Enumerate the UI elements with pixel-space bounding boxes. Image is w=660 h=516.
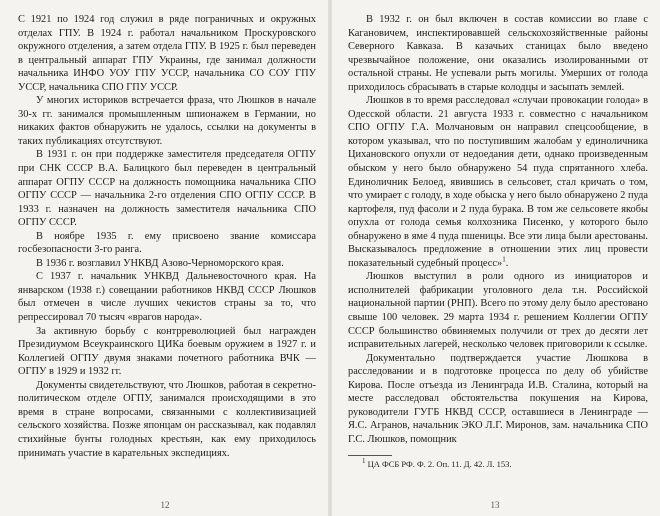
right-paragraph-2-text: Люшков в то время расследовал «случаи провокации голода» в Одесской области. 21 августа 1933 г. совместно с начальником СПО ОГПУ Г.А. Молчановым он направил спецсообщение, в котором указывал, что по поступившим жалобам у единоличника Цихановского опухли от недоедания дети, однако произведенным обыском у него было обнаружено 54 пуда спрятанного хлеба. Единоличник Белоед, явившись в сельсовет, стал кричать о том, что умирает с голоду, в ходе обыска у него было обнаружено 2 пуда картофеля, пуд фасоли и 2 пуда бурака. В том же сельсовете якобы опухла от голода семья колхозника Писенко, у которого было обнаружено в яме 4 пуда пшеницы. Все эти лица были арестованы. Высказывалось предложение в отношении этих лиц провести показательный судебный процесс» bbox=[348, 95, 648, 269]
left-paragraph-4: В ноябре 1935 г. ему присвоено звание комиссара госбезопасности 3-го ранга. bbox=[18, 230, 316, 256]
footnote bbox=[348, 456, 648, 470]
left-page-number: 12 bbox=[160, 500, 170, 510]
footnote-marker: 1 bbox=[502, 255, 506, 264]
left-paragraph-6: С 1937 г. начальник УНКВД Дальневосточного края. На январском (1938 г.) совещании работников НКВД СССР Люшков был отмечен в числе лучших чекистов страны за то, что репрессировал 70 тысяч «врагов народа». bbox=[18, 271, 316, 324]
footnote-text: ЦА ФСБ РФ. Ф. 2. Оп. 11. Д. 42. Л. 153. bbox=[367, 458, 512, 469]
left-paragraph-1: С 1921 по 1924 год служил в ряде пограничных и окружных отделах ГПУ. В 1924 г. работал начальником Проскуровского окружного отделения, а затем отдела ГПУ. В 1925 г. был переведен в центральный аппарат ГПУ Украины, где занимал должности начальника ИНФО УОУ ГПУ УССР, начальника СО СОУ ГПУ УССР, начальника СПО ГПУ УССР. bbox=[18, 14, 316, 93]
left-paragraph-7: За активную борьбу с контрреволюцией был награжден Президиумом Всеукраинского ЦИКа боевым оружием в 1927 г. и Коллегией ОГПУ двумя знаками почетного работника ВЧК — ОГПУ в 1929 и 1932 гг. bbox=[18, 325, 316, 378]
footnote-number: 1 bbox=[362, 456, 366, 465]
right-page bbox=[330, 0, 660, 516]
left-paragraph-8: Документы свидетельствуют, что Люшков, работая в секретно-политическом отделе ОГПУ, занимался происходящими в это время в стране вопросами, связанными с коллективизацией сельского хозяйства. Позже японцам он рассказывал, как подавлял стихийные бунты голодных крестьян, как ему приходилось принимать участие в карательных экспедициях. bbox=[18, 379, 316, 459]
footnote-divider bbox=[348, 455, 392, 456]
left-paragraph-2: У многих историков встречается фраза, что Люшков в начале 30-х гг. занимался промышленным шпионажем в Германии, но никаких фактов обнаружить не удалось, ссылки на документы в таких публикациях отсутствуют. bbox=[18, 95, 316, 147]
right-paragraph-2 bbox=[348, 94, 648, 270]
right-paragraph-2-end: . bbox=[505, 257, 509, 269]
right-paragraph-4: Документально подтверждается участие Люшкова в расследовании и в подготовке процесса по делу об убийстве Кирова. После отъезда из Ленинграда И.В. Сталина, который на месте расследовал обстоятельства покушения на Кирова, руководители ГУГБ НКВД СССР, оставшиеся в Ленинграде — Я.С. Агранов, начальник ЭКО Л.Г. Миронов, зам. начальника СПО Г.С. Люшков, помощник bbox=[348, 352, 648, 445]
right-paragraph-3: Люшков выступил в роли одного из инициаторов и исполнителей фабрикации уголовного дела т.н. Российской национальной партии (РНП). Всего по этому делу было арестовано свыше 100 человек. 29 марта 1934 г. решением Коллегии ОГПУ СССР большинство обвиняемых получили от трех до десяти лет исправительных лагерей, несколько человек приговорили к ссылке. bbox=[348, 271, 648, 351]
left-paragraph-5: В 1936 г. возглавил УНКВД Азово-Черноморского края. bbox=[36, 257, 284, 269]
right-page-number: 13 bbox=[490, 500, 500, 510]
left-paragraph-3: В 1931 г. он при поддержке заместителя председателя ОГПУ при СНК СССР В.А. Балицкого был переведен в центральный аппарат ОГПУ СССР на должность помощника начальника СПО ОГПУ СССР — начальника 2-го отделения СПО ОГПУ СССР. В 1933 г. назначен на должность заместителя начальника СПО ОГПУ СССР. bbox=[18, 149, 316, 229]
right-paragraph-1: В 1932 г. он был включен в состав комиссии во главе с Кагановичем, инспектировавшей сельскохозяйственные районы Северного Кавказа. В казачьих станицах было введено чрезвычайное положение, они оказались изолированными от остальной страны. Не успевали рыть могилы. Умерших от голода приходилось сбрасывать в старые колодцы и засыпать землей. bbox=[348, 14, 648, 93]
